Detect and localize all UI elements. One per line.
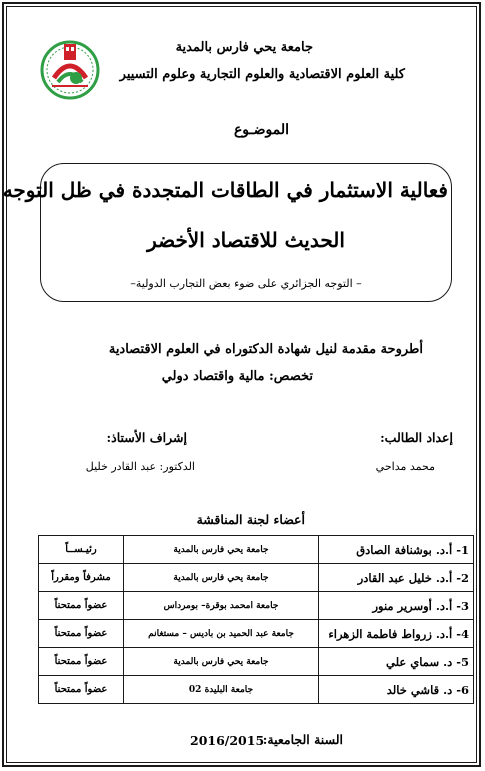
member-institution: جامعة يحي فارس بالمدية <box>124 536 319 564</box>
university-name: جامعة يحي فارس بالمدية <box>175 40 313 55</box>
table-row <box>39 592 474 620</box>
subject-label: الموضـوع <box>233 122 289 138</box>
thesis-subtitle: – التوجه الجزائري على ضوء بعض التجارب الدولية– <box>130 277 362 290</box>
thesis-title-line2: الحديث للاقتصاد الأخضر <box>147 228 345 252</box>
member-name: 6- د. قاشي خالد <box>319 676 474 704</box>
member-name: 3- أ.د. أوسرير منور <box>319 592 474 620</box>
committee-table <box>38 535 474 704</box>
prepared-by-label: إعداد الطالب: <box>380 430 453 445</box>
member-name: 4- أ.د. زرواط فاطمة الزهراء <box>319 620 474 648</box>
member-institution: جامعة يحي فارس بالمدية <box>124 564 319 592</box>
member-institution: جامعة عبد الحميد بن باديس – مستغانم <box>124 620 319 648</box>
member-name: 2- أ.د. خليل عبد القادر <box>319 564 474 592</box>
member-role: رئيـســاً <box>39 536 124 564</box>
table-row <box>39 620 474 648</box>
thesis-description: أطروحة مقدمة لنيل شهادة الدكتوراه في العلوم الاقتصادية <box>108 342 423 357</box>
member-role: عضواً ممتحناً <box>39 592 124 620</box>
member-institution: جامعة البليدة 02 <box>124 676 319 704</box>
university-logo-icon <box>40 40 100 100</box>
member-role: عضواً ممتحناً <box>39 648 124 676</box>
member-name: 5- د. سماي علي <box>319 648 474 676</box>
specialty: تخصص: مالية واقتصاد دولي <box>161 369 313 384</box>
academic-year-value: 2016/2015 <box>190 733 265 748</box>
student-name: محمد مداحي <box>375 460 435 473</box>
member-name: 1- أ.د. بوشنافة الصادق <box>319 536 474 564</box>
member-institution: جامعة يحي فارس بالمدية <box>124 648 319 676</box>
table-row <box>39 648 474 676</box>
member-role: عضواً ممتحناً <box>39 620 124 648</box>
table-row <box>39 564 474 592</box>
committee-title: أعضاء لجنة المناقشة <box>196 512 305 527</box>
faculty-name: كلية العلوم الاقتصادية والعلوم التجارية وعلوم التسيير <box>119 67 405 82</box>
member-institution: جامعة امحمد بوقرة– بومرداس <box>124 592 319 620</box>
supervisor-name: الدكتور: عبد القادر خليل <box>85 460 195 473</box>
table-row <box>39 536 474 564</box>
academic-year-label: السنة الجامعية: <box>262 732 343 747</box>
member-role: عضواً ممتحناً <box>39 676 124 704</box>
supervision-label: إشراف الأستاذ: <box>106 430 187 445</box>
table-row <box>39 676 474 704</box>
thesis-title-line1: فعالية الاستثمار في الطاقات المتجددة في ظل التوجه <box>2 178 448 202</box>
member-role: مشرفاً ومقرراً <box>39 564 124 592</box>
